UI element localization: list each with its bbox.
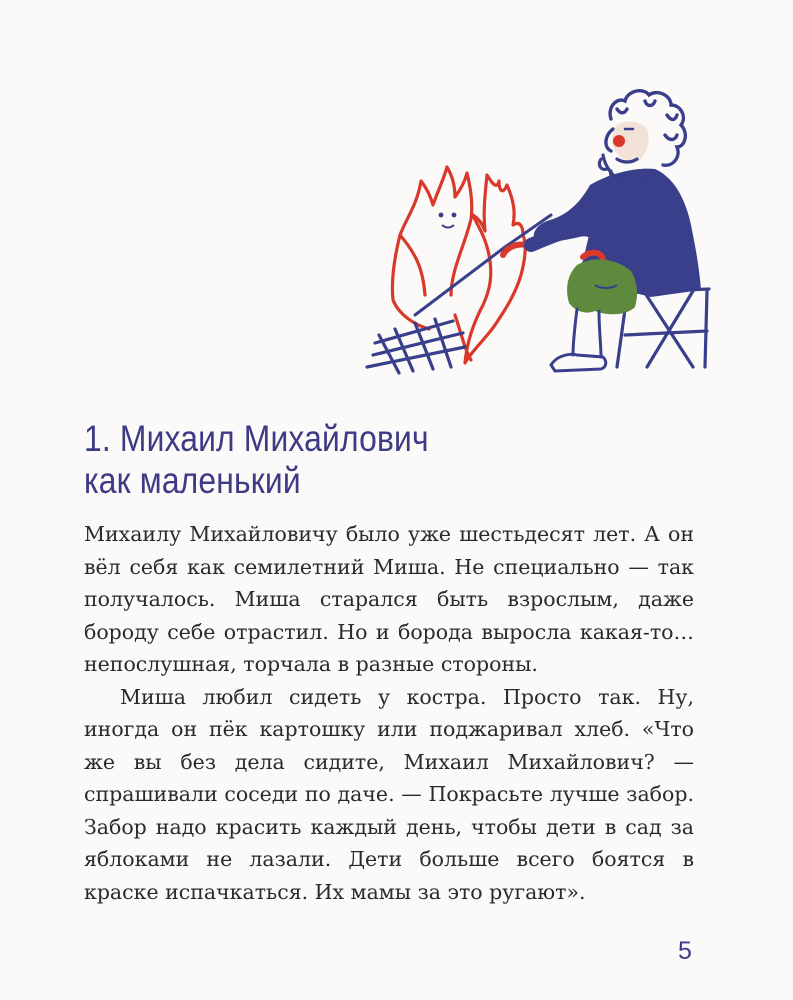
chapter-title <box>84 418 429 502</box>
man-legs <box>551 309 606 371</box>
page-number: 5 <box>678 937 692 965</box>
chapter-body <box>84 518 694 908</box>
flame-eye <box>452 213 457 218</box>
paragraph: Миша любил сидеть у костра. Просто так. Ну, иногда он пёк картошку или поджаривал хлеб. «Что же вы без дела сидите, Михаил Михайлович? — спрашивали соседи по даче. — Покрасьте лучше забор. Забор надо красить каждый день, чтобы дети в сад за яблоками не лазали. Дети больше всего боятся в краске испачкаться. Их мамы за это ругают». <box>84 684 694 904</box>
paragraph: Михаилу Михайловичу было уже шестьдесят лет. А он вёл себя как семилетний Миша. Не специально — так получалось. Миша старался быть взрослым, даже бороду себе отрастил. Но и борода выросла какая-то… непослушная, торчала в разные стороны. <box>84 522 694 676</box>
firewood-icon <box>367 319 465 373</box>
flame-eye <box>439 213 444 218</box>
chapter-title-line2: как маленький <box>84 460 301 501</box>
chapter-title-line1: 1. Михаил Михайлович <box>84 418 429 459</box>
man-nose <box>613 135 625 147</box>
flame-mouth <box>442 225 454 228</box>
campfire-illustration <box>355 85 725 385</box>
